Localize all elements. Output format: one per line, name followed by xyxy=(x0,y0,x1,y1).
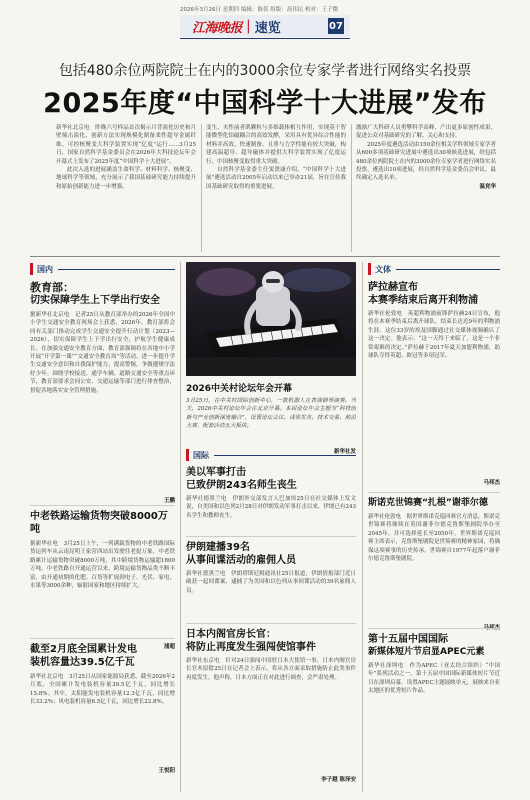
section-tab-culture-sports xyxy=(368,262,500,276)
news-photo xyxy=(186,262,356,376)
article-title: 已致伊朗243名师生丧生 xyxy=(186,480,297,491)
article-body: 据新华社北京电 记者25日从教育部举办的2026年全国中小学生交通安全教育现场会上获悉，2026年，教育部将会同有关部门推动完成学生交通安全提升行动计划（2023—2026），切实保障学生上下学出行安全，护航学生健康成长。在加强交通安全教育方面，教育部强调将在各地中小学开展“开学第一课”“交通安全教育周”等活动，进一步提升学生交通安全意识和自我保护能力，提高警惕，争做遵规守法好少年。围绕学校接送、通学车辆、道路交通安全等重点环节，教育部要求会同公安、交通运输等部门进行排查整治，督促各地落实安全管理措施。 xyxy=(30,312,175,394)
section-tab-international xyxy=(186,448,356,462)
article-divider xyxy=(186,536,356,537)
top-story-paragraph: 此次入选的进展涵盖生命科学、材料科学、核聚变、地球科学等领域，充分展示了我国基础研究能力持续提升和原始创新能力进一步增强。 xyxy=(56,167,196,190)
byline xyxy=(368,623,500,631)
article-title: 中老铁路运输货物突破8000万吨 xyxy=(30,511,168,535)
section-label: 文体 xyxy=(375,264,391,274)
byline: 王鹏 xyxy=(163,498,175,504)
byline: 李子越 陈泽安 xyxy=(321,777,356,783)
photo-caption-text: 3月25日，在中关村国际创新中心，一款机器人在表演钢琴演奏。当天，2026中关村论坛年会在北京开幕。本届论坛年会主题为“科技创新与产业创新深度融合”，设置论坛会议、成果发布、技术交易、前沿大赛、配套活动五大板块。 xyxy=(186,398,356,430)
article-divider xyxy=(30,505,175,506)
article-body: 新华社北京电 3月25日从国家能源局获悉，截至2026年2月底，全国累计发电装机容量39.5亿千瓦，同比增长15.8%。其中，太阳能发电装机容量12.3亿千瓦，同比增长33.2%；风电装机容量6.5亿千瓦，同比增长22.8%。 xyxy=(30,674,175,706)
byline: 新华社发 xyxy=(333,449,356,455)
article-body: 新华社深圳电 作为APEC（亚太经合组织）“中国年”系列活动之一，第十五届中国国际新媒体短片节近日在深圳启幕，设置APEC主题展映单元，展映来自亚太地区的优秀短片作品。 xyxy=(368,663,500,695)
article-power-capacity xyxy=(30,643,175,774)
article-title: 从事间谍活动的雇佣人员 xyxy=(186,555,296,566)
byline: 王悦阳 xyxy=(158,768,175,774)
section-divider xyxy=(30,256,500,257)
article-body: 新华社德黑兰电 伊朗塔斯尼姆通讯社25日报道，伊朗情报部门近日破获一起间谍案，逮捕了为美国和以色列从事间谍活动的39名雇佣人员。 xyxy=(186,571,356,594)
article-title: 第十五届中国国际 xyxy=(368,634,448,645)
byline: 马邦杰 xyxy=(483,480,500,486)
section-rule xyxy=(214,455,356,456)
section-label: 国内 xyxy=(37,264,53,274)
header-rule xyxy=(180,38,350,39)
article-title: 美以军事打击 xyxy=(186,467,246,478)
section-tab-domestic xyxy=(30,262,175,276)
photo-caption-title: 2026中关村论坛年会开幕 xyxy=(186,384,293,394)
article-body: 新华社东京电 针对24日强闯中国驻日本大使馆一事，日本内阁官房长官木原稔25日在记者会上表示，将从各方面采取措施防止此类事件再度发生。他声称，日本方面正在对此进行调查，会严肃处理。 xyxy=(186,658,356,681)
article-divider xyxy=(186,623,356,624)
top-story-column-3 xyxy=(356,124,496,252)
issue-info: 2026年3月26日 星期四 编辑：陈恬 组版：高伟民 校对：王子微 xyxy=(180,7,338,13)
article-title: 装机容量达39.5亿千瓦 xyxy=(30,657,135,668)
article-divider xyxy=(368,492,500,493)
top-story-paragraph: 变生、夹性前者肌颗粒与多维载体相互作用，实现基于智能微型化铝磁耦合的高效发酵，采用具有优异综合性能的材料并高效、快速制备、且重与力学性能有较大突破，构建高温超导、超导磁体并提供大科学装置实现了亿度运行、中国核聚变取得重大突破。 xyxy=(206,125,346,165)
top-story-column-2 xyxy=(206,124,346,252)
article-title: 新媒体短片节启显APEC元素 xyxy=(368,647,485,657)
article-body: 据新华社电 3月25日上午，一列满载货物的中老铁路国际货运列车从云南昆明王家营西站出发驶往老挝万象。中老铁路累计运输货物突破8000万吨，其中跨境货物运输超1800万吨。中老铁路自开通运营以来，跨境运输货物品类不断丰富，由开通初期的化肥、百货等扩展到电子、光伏、家电、水果等3000余种，辐射国家和地区持续扩大。 xyxy=(30,541,175,590)
column-divider xyxy=(180,262,181,792)
byline: 浦超 xyxy=(163,644,175,650)
article-title: 教育部： xyxy=(30,281,74,294)
column-divider xyxy=(351,124,352,252)
article-title: 本赛季结束后离开利物浦 xyxy=(368,295,478,306)
article-title: 斯诺克世锦赛“扎根”谢菲尔德 xyxy=(368,498,488,508)
top-story-headline: 2025年度“中国科学十大进展”发布 xyxy=(43,88,487,119)
article-salah xyxy=(368,281,500,486)
article-snooker xyxy=(368,497,500,631)
article-body: 新华社德黑兰电 伊朗外交部发言人巴加埃25日在社交媒体上发文说，自美国和以色列2月28日对伊朗发动军事打击以来，伊朗已有243名学生和教师丧生。 xyxy=(186,496,356,519)
section-marker xyxy=(186,449,189,461)
article-china-laos-railway xyxy=(30,510,175,650)
top-story-paragraph: 新华社北京电 昨晚六号样品首次揭示月背演化历史和月壁撞击演化、创新方法实现规模化制备柔性超导金属纤维、可控核聚变大科学装置实现“亿度”运行……3月25日，国家自然科学基金委员会在2026年大科技论坛年会开幕式上发布了2025年度“中国科学十大进展”。 xyxy=(56,125,196,165)
article-body: 新华社伦敦电 英超利物浦前锋萨拉赫24日宣布，他将在本赛季结束后离开球队，结束长达近9年的利物浦生涯。这位33岁的埃及国脚通过社交媒体视频确认了这一决定。他表示：“这一天终于来临了，这是一个非常艰难的决定。”萨拉赫于2017年夏天加盟利物浦，助球队夺得英超、欧冠等多项冠军。 xyxy=(368,311,500,360)
section-name: 速览 xyxy=(254,20,281,36)
article-iran-casualties xyxy=(186,466,356,535)
newspaper-logo: 江海晚报 xyxy=(192,20,243,36)
article-education-safety xyxy=(30,281,175,504)
article-iran-arrests xyxy=(186,541,356,620)
section-marker xyxy=(30,263,33,275)
top-story-paragraph: 激励广大科研人员勇攀科学高峰，产出更多原创性成果，促进公众对基础研究的了解、关心和支持。 xyxy=(356,125,496,140)
photo-caption xyxy=(186,381,356,455)
top-story-subhead: 包括480余位两院院士在内的3000余位专家学者进行网络实名投票 xyxy=(58,63,472,79)
article-title: 切实保障学生上下学出行安全 xyxy=(30,295,160,306)
article-title: 伊朗建播39名 xyxy=(186,542,250,553)
robot-piano-photo xyxy=(186,262,356,376)
article-title: 将防止再度发生强闯使馆事件 xyxy=(186,642,316,653)
top-story-paragraph: 2025年度遴选活动由150余位相关学科领域专家学者从600多项基础研究进展中遴选出30项候选进展，经包括480余位两院院士在内的3000余位专家学者进行网络实名投票，遴选出10项进展，经自然科学基金委员会审议，最终确定入选名单。 xyxy=(356,141,496,182)
column-divider xyxy=(362,262,363,792)
article-title: 截至2月底全国累计发电 xyxy=(30,644,137,655)
byline: 温竞华 xyxy=(479,183,496,190)
section-rule xyxy=(396,269,500,270)
page-number: 07 xyxy=(328,18,344,34)
article-body: 新华社伦敦电 据世界斯诺克巡回赛官方消息，斯诺克世锦赛将继续在英国谢菲尔德克鲁斯堡剧院举办至2045年，并可选择延长至2050年。世界斯诺克巡回赛主席表示，克鲁斯堡剧院是世锦赛的精神家园，将确保这项赛事的历史传承。世锦赛自1977年起落户谢菲尔德克鲁斯堡剧院。 xyxy=(368,514,500,563)
section-rule xyxy=(58,269,175,270)
article-divider xyxy=(30,638,175,639)
top-story-paragraph: 自然科学基金委主任窦贤康介绍，“中国科学十大进展”遴选活动自2005年启动以来已举办21届，旨在宣传我国基础研究取得的重要进展。 xyxy=(206,167,346,190)
top-story-column-1 xyxy=(56,124,196,252)
column-divider xyxy=(201,124,202,252)
article-title: 萨拉赫宣布 xyxy=(368,282,418,293)
page-header xyxy=(0,0,530,58)
section-label: 国际 xyxy=(193,450,209,460)
article-divider xyxy=(368,628,500,629)
masthead-divider: | xyxy=(246,18,251,34)
article-new-media-festival xyxy=(368,633,500,787)
masthead xyxy=(180,15,350,37)
article-title: 日本内阁官房长官： xyxy=(186,629,276,640)
section-marker xyxy=(368,263,371,275)
article-japan-embassy xyxy=(186,628,356,783)
